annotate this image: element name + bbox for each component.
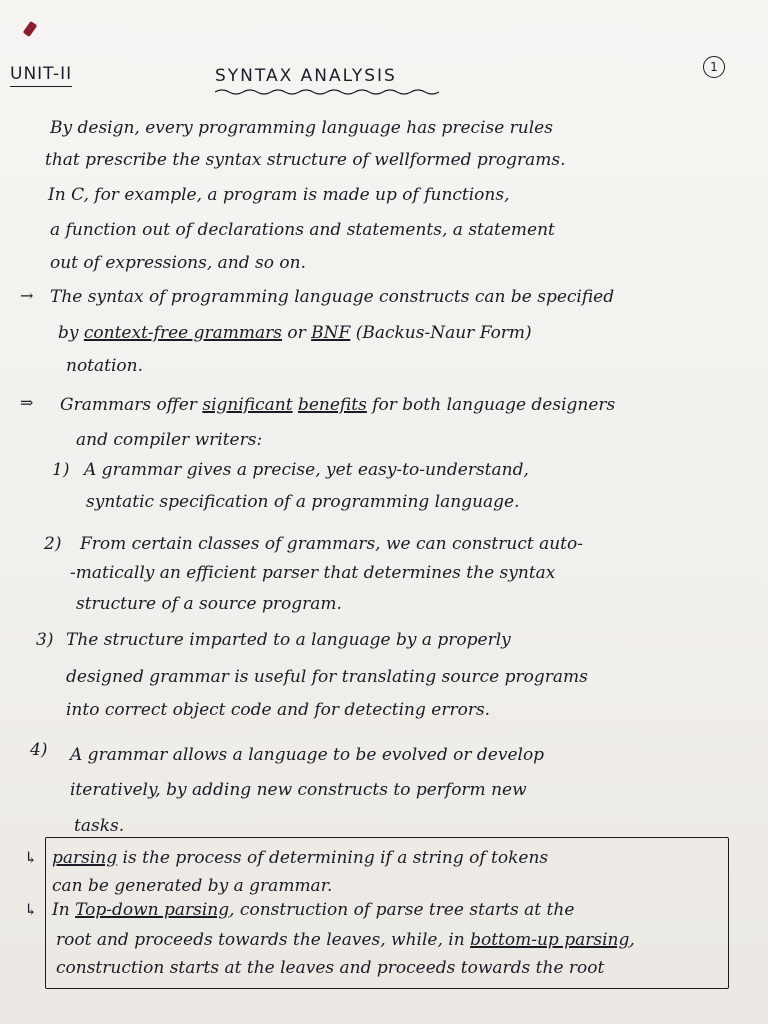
intro-line-3: In C, for example, a program is made up of functions, xyxy=(48,185,510,205)
intro-line-2: that prescribe the syntax structure of wellformed programs. xyxy=(45,150,566,170)
benefit-1-line-1: A grammar gives a precise, yet easy-to-understand, xyxy=(84,460,529,480)
page-title: SYNTAX ANALYSIS xyxy=(215,66,397,86)
benefit-2-marker: 2) xyxy=(44,534,62,554)
syntax-line-2: by context-free grammars or BNF (Backus-Naur Form) xyxy=(58,323,532,343)
significant-term: significant xyxy=(202,395,293,415)
parsing-line-2: can be generated by a grammar. xyxy=(52,876,333,896)
parsing-line-5: construction starts at the leaves and proceeds towards the root xyxy=(56,958,605,978)
parsing-line-1: parsing is the process of determining if a string of tokens xyxy=(52,848,549,868)
bottom-up-term: bottom-up parsing xyxy=(470,930,630,950)
intro-line-5: out of expressions, and so on. xyxy=(50,253,306,273)
benefit-4-marker: 4) xyxy=(30,740,48,760)
benefits-term: benefits xyxy=(297,395,367,415)
syntax-line-1: The syntax of programming language constructs can be specified xyxy=(50,287,615,307)
bullet-marker-2: ↳ xyxy=(24,900,38,919)
benefit-2-line-2: -matically an efficient parser that determines the syntax xyxy=(70,563,556,583)
benefit-1-marker: 1) xyxy=(52,460,70,480)
title-underline xyxy=(215,88,440,96)
benefit-4-line-2: iteratively, by adding new constructs to perform new xyxy=(70,780,527,800)
arrow-marker: → xyxy=(20,286,34,305)
benefit-1-line-2: syntatic specification of a programming language. xyxy=(86,492,520,512)
benefit-2-line-1: From certain classes of grammars, we can construct auto- xyxy=(80,534,583,554)
benefit-3-line-1: The structure imparted to a language by a properly xyxy=(66,630,511,650)
unit-label: UNIT-II xyxy=(10,64,72,87)
grammars-line-1: Grammars offer significant benefits for both language designers xyxy=(60,395,616,415)
double-arrow-marker: ⇒ xyxy=(20,393,34,412)
syntax-line-3: notation. xyxy=(66,356,144,376)
parsing-line-3: In Top-down parsing, construction of parse tree starts at the xyxy=(52,900,575,920)
benefit-2-line-3: structure of a source program. xyxy=(76,594,342,614)
page-number: 1 xyxy=(703,56,725,78)
cfg-term: context-free grammars xyxy=(83,323,282,343)
parsing-term: parsing xyxy=(52,848,118,868)
top-down-term: Top-down parsing xyxy=(75,900,230,920)
parsing-line-4: root and proceeds towards the leaves, while, in bottom-up parsing, xyxy=(56,930,635,950)
benefit-3-line-2: designed grammar is useful for translating source programs xyxy=(66,667,588,687)
intro-line-1: By design, every programming language has precise rules xyxy=(50,118,553,138)
benefit-3-marker: 3) xyxy=(36,630,54,650)
intro-line-4: a function out of declarations and statements, a statement xyxy=(50,220,555,240)
bullet-marker: ↳ xyxy=(24,848,38,867)
ink-mark xyxy=(23,21,38,37)
benefit-4-line-3: tasks. xyxy=(74,816,125,836)
benefit-4-line-1: A grammar allows a language to be evolved or develop xyxy=(70,745,545,765)
bnf-term: BNF xyxy=(311,323,351,343)
grammars-line-2: and compiler writers: xyxy=(76,430,263,450)
benefit-3-line-3: into correct object code and for detecting errors. xyxy=(66,700,491,720)
